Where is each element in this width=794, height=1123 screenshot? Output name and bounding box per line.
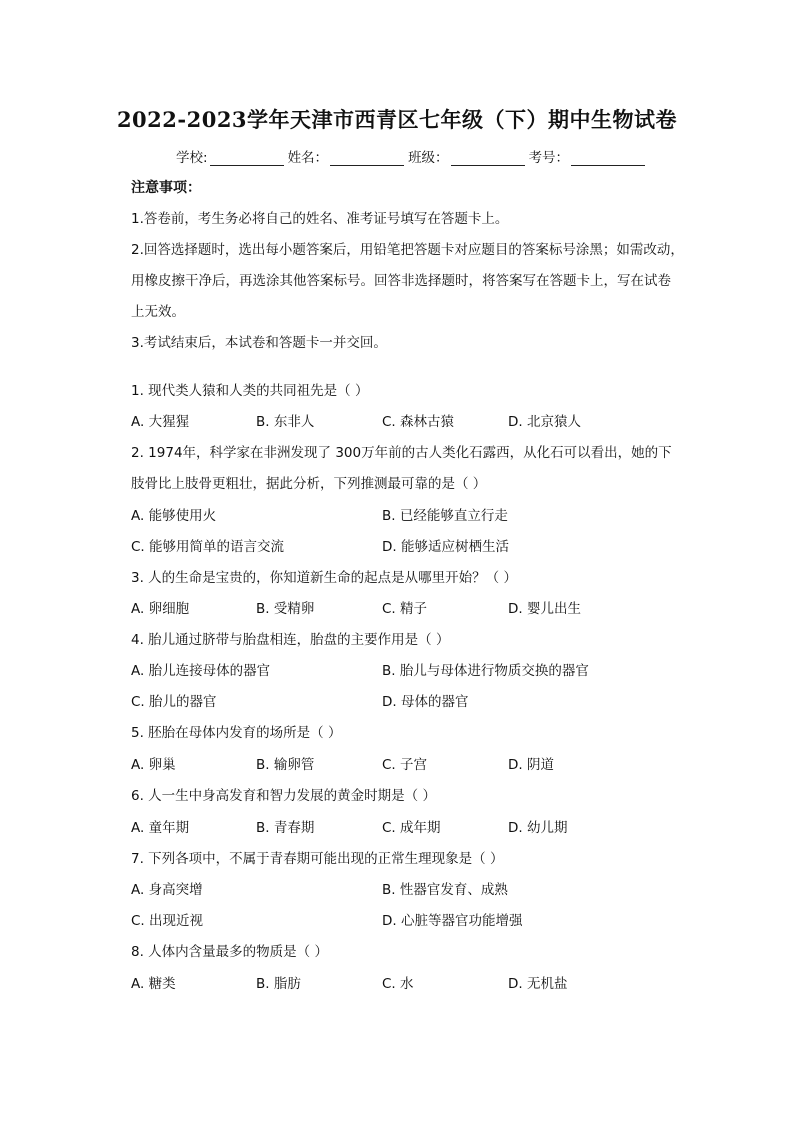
question-6-option-d: D. 幼儿期	[508, 820, 568, 836]
question-1-option-b: B. 东非人	[256, 414, 315, 430]
name-blank	[330, 151, 404, 166]
student-info-row	[176, 146, 649, 166]
question-3-option-d: D. 婴儿出生	[508, 601, 581, 617]
question-8-option-d: D. 无机盐	[508, 976, 568, 992]
question-2-option-a: A. 能够使用火	[131, 508, 217, 524]
question-5-option-d: D. 阴道	[508, 757, 554, 773]
question-2-stem: 2. 1974年，科学家在非洲发现了 300万年前的古人类化石露西，从化石可以看出，她的下	[131, 445, 672, 461]
question-6-option-a: A. 童年期	[131, 820, 190, 836]
page-title: 2022-2023学年天津市西青区七年级（下）期中生物试卷	[116, 107, 678, 132]
exam-no-label: 考号：	[528, 150, 570, 166]
question-7-option-b: B. 性器官发育、成熟	[382, 882, 508, 898]
question-8-option-b: B. 脂肪	[256, 976, 301, 992]
question-4-option-d: D. 母体的器官	[382, 694, 469, 710]
school-label: 学校:	[176, 150, 208, 166]
question-2-stem-cont: 肢骨比上肢骨更粗壮，据此分析，下列推测最可靠的是（ ）	[131, 476, 487, 492]
question-7-option-a: A. 身高突增	[131, 882, 203, 898]
question-3-option-b: B. 受精卵	[256, 601, 315, 617]
question-7-option-d: D. 心脏等器官功能增强	[382, 913, 523, 929]
notice-heading: 注意事项：	[131, 180, 201, 196]
question-5-option-b: B. 输卵管	[256, 757, 315, 773]
question-5-option-c: C. 子宫	[382, 757, 428, 773]
question-7-option-c: C. 出现近视	[131, 913, 204, 929]
question-6-stem: 6. 人一生中身高发育和智力发展的黄金时期是（ ）	[131, 788, 436, 804]
question-2-option-b: B. 已经能够直立行走	[382, 508, 508, 524]
question-1-option-d: D. 北京猿人	[508, 414, 581, 430]
question-6-option-b: B. 青春期	[256, 820, 315, 836]
question-4-option-b: B. 胎儿与母体进行物质交换的器官	[382, 663, 589, 679]
question-1-option-a: A. 大猩猩	[131, 414, 190, 430]
question-2-option-c: C. 能够用简单的语言交流	[131, 539, 285, 555]
question-4-option-a: A. 胎儿连接母体的器官	[131, 663, 271, 679]
notice-line: 1.答卷前，考生务必将自己的姓名、准考证号填写在答题卡上。	[131, 211, 509, 227]
question-6-option-c: C. 成年期	[382, 820, 441, 836]
question-5-stem: 5. 胚胎在母体内发育的场所是（ ）	[131, 725, 342, 741]
question-1-option-c: C. 森林古猿	[382, 414, 455, 430]
question-2-option-d: D. 能够适应树栖生活	[382, 539, 509, 555]
question-3-option-c: C. 精子	[382, 601, 428, 617]
notice-line: 用橡皮擦干净后，再选涂其他答案标号。回答非选择题时，将答案写在答题卡上，写在试卷	[131, 273, 671, 289]
question-7-stem: 7. 下列各项中，不属于青春期可能出现的正常生理现象是（ ）	[131, 851, 504, 867]
question-8-option-c: C. 水	[382, 976, 414, 992]
exam-no-blank	[571, 151, 645, 166]
school-blank	[210, 151, 284, 166]
notice-line: 3.考试结束后，本试卷和答题卡一并交回。	[131, 335, 387, 351]
question-5-option-a: A. 卵巢	[131, 757, 176, 773]
question-8-stem: 8. 人体内含量最多的物质是（ ）	[131, 944, 328, 960]
question-4-option-c: C. 胎儿的器官	[131, 694, 217, 710]
notice-line: 上无效。	[131, 304, 185, 320]
question-4-stem: 4. 胎儿通过脐带与胎盘相连，胎盘的主要作用是（ ）	[131, 632, 450, 648]
class-blank	[451, 151, 525, 166]
notice-line: 2.回答选择题时，选出每小题答案后，用铅笔把答题卡对应题目的答案标号涂黑；如需改动，	[131, 242, 684, 258]
question-3-stem: 3. 人的生命是宝贵的，你知道新生命的起点是从哪里开始？（ ）	[131, 570, 517, 586]
name-label: 姓名：	[287, 150, 329, 166]
class-label: 班级：	[408, 150, 449, 166]
question-1-stem: 1. 现代类人猿和人类的共同祖先是（ ）	[131, 383, 369, 399]
question-8-option-a: A. 糖类	[131, 976, 176, 992]
question-3-option-a: A. 卵细胞	[131, 601, 190, 617]
